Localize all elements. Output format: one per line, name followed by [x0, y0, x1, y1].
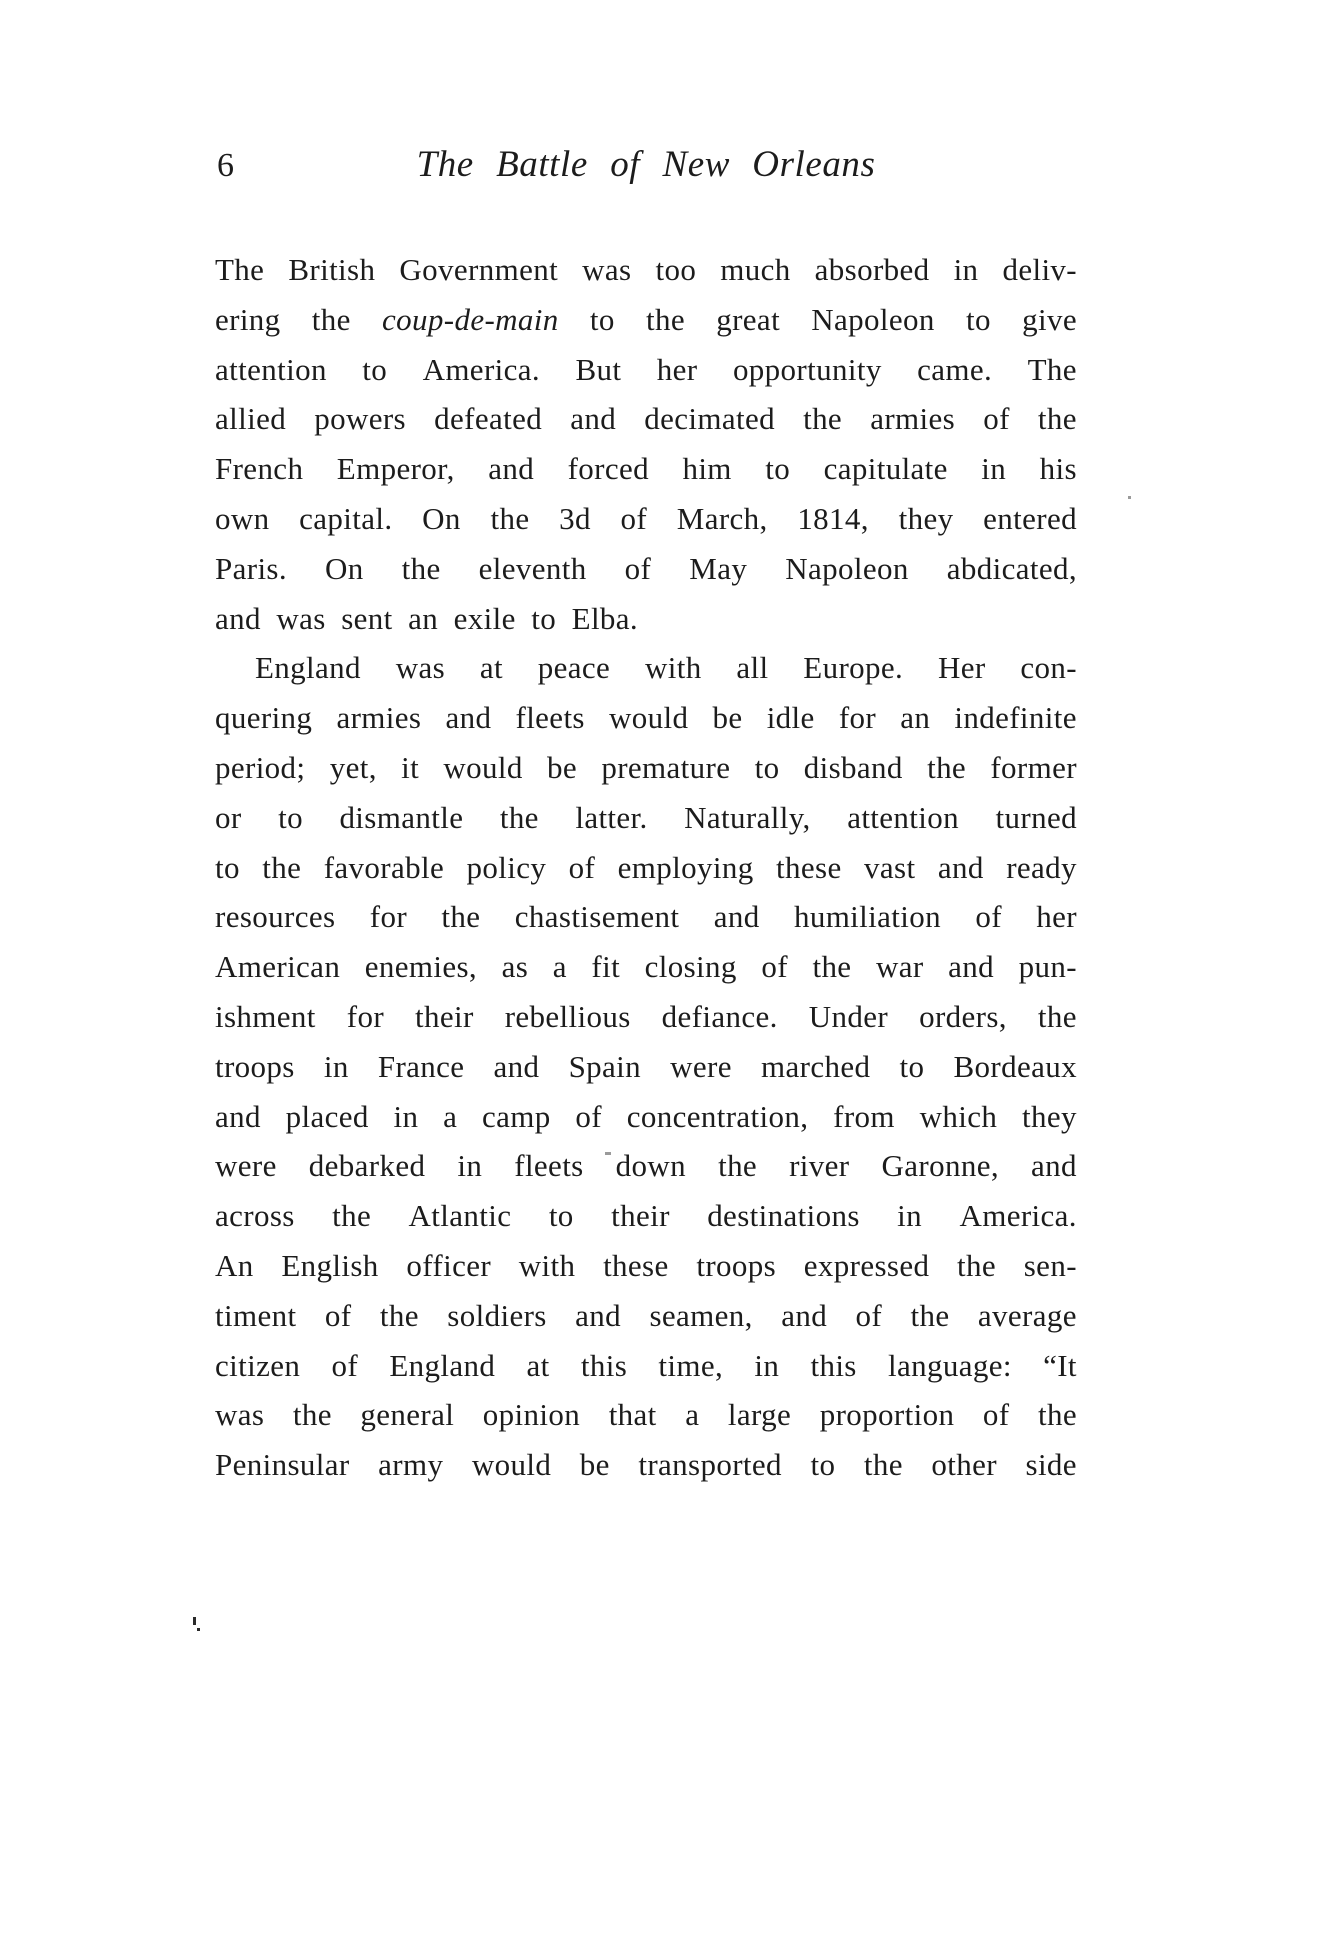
word: Emperor, — [336, 451, 455, 487]
word: disband — [803, 749, 903, 785]
word: at — [526, 1347, 550, 1383]
word: proportion — [819, 1397, 955, 1433]
word: his — [1039, 451, 1077, 487]
word: it — [401, 749, 420, 785]
word: that — [608, 1397, 657, 1433]
word: to — [531, 600, 557, 636]
word: The — [1027, 351, 1077, 387]
text-line — [215, 444, 1077, 494]
word: these — [776, 849, 842, 885]
word: and — [488, 451, 535, 487]
word: period; — [215, 749, 306, 785]
word: America. — [959, 1198, 1077, 1234]
word: an — [900, 700, 931, 736]
word: and — [215, 600, 261, 636]
word: Under — [808, 998, 889, 1034]
text-line — [215, 1341, 1077, 1391]
word: him — [682, 451, 732, 487]
word: of — [568, 849, 596, 885]
word: a — [685, 1397, 700, 1433]
word: for — [346, 998, 385, 1034]
word: opinion — [482, 1397, 581, 1433]
word: the — [863, 1447, 903, 1483]
word: armies — [336, 700, 422, 736]
word: yet, — [329, 749, 377, 785]
word: in — [981, 451, 1007, 487]
ink-speck — [605, 1152, 611, 1155]
text-line — [215, 843, 1077, 893]
word: the — [1037, 1397, 1077, 1433]
word: “It — [1043, 1347, 1077, 1383]
word: Garonne, — [881, 1148, 999, 1184]
word: humiliation — [793, 899, 941, 935]
word: in — [457, 1148, 483, 1184]
text-line — [215, 295, 1077, 345]
word: the — [379, 1297, 419, 1333]
word: their — [611, 1198, 670, 1234]
word: the — [490, 500, 530, 536]
word: to — [362, 351, 388, 387]
word: the — [441, 899, 481, 935]
word: resources — [215, 899, 336, 935]
word: capital. — [299, 500, 393, 536]
word: March, — [676, 500, 768, 536]
word: give — [1022, 301, 1077, 337]
word: and — [948, 949, 995, 985]
word: to — [899, 1048, 925, 1084]
word: the — [292, 1397, 332, 1433]
word: Elba. — [571, 600, 639, 636]
word: general — [360, 1397, 455, 1433]
word: own — [215, 500, 270, 536]
ink-speck — [193, 1617, 196, 1625]
text-line — [215, 992, 1077, 1042]
word: to — [548, 1198, 574, 1234]
word: to — [810, 1447, 836, 1483]
word: and — [713, 899, 760, 935]
word: quering — [215, 700, 313, 736]
word: Atlantic — [408, 1198, 512, 1234]
ink-speck — [197, 1628, 200, 1631]
text-line — [215, 693, 1077, 743]
word: would — [443, 749, 523, 785]
word: camp — [482, 1098, 551, 1134]
word: Government — [399, 252, 559, 287]
text-line — [215, 1042, 1077, 1092]
word: was — [215, 1397, 265, 1433]
word: concentration, — [626, 1098, 809, 1134]
word: fleets — [514, 1148, 584, 1184]
word: capitulate — [823, 451, 948, 487]
word: of — [975, 899, 1002, 935]
word: they — [898, 500, 954, 536]
word: to — [278, 799, 303, 835]
word: On — [422, 500, 461, 536]
word: But — [575, 351, 622, 387]
body-text — [215, 245, 1077, 1490]
word: timent — [215, 1297, 297, 1333]
word: transported — [638, 1447, 782, 1483]
word: from — [833, 1098, 895, 1134]
word: the — [812, 949, 852, 985]
word: troops — [696, 1247, 777, 1283]
word: to — [754, 749, 780, 785]
text-line — [215, 643, 1077, 693]
word: all — [736, 650, 769, 686]
word: average — [977, 1297, 1077, 1333]
word: Paris. — [215, 550, 287, 586]
word: down — [615, 1148, 687, 1184]
word: the — [957, 1247, 997, 1283]
word: destinations — [707, 1198, 860, 1234]
word: and — [570, 401, 617, 437]
word: enemies, — [364, 949, 478, 985]
word: deliv- — [1002, 252, 1077, 287]
word: idle — [766, 700, 815, 736]
word: and — [493, 1048, 540, 1084]
word: of — [620, 500, 648, 536]
word: chastisement — [514, 899, 680, 935]
word: citizen — [215, 1347, 301, 1383]
word: fleets — [515, 700, 585, 736]
word: expressed — [803, 1247, 930, 1283]
word: an — [408, 600, 439, 636]
word: entered — [983, 500, 1077, 536]
word: forced — [567, 451, 649, 487]
word: policy — [466, 849, 547, 885]
word: vast — [864, 849, 916, 885]
word: placed — [285, 1098, 369, 1134]
word: of — [624, 550, 652, 586]
page-title: The Battle of New Orleans — [416, 144, 876, 185]
word: France — [377, 1048, 465, 1084]
word: America. — [422, 351, 541, 387]
word: large — [727, 1397, 792, 1433]
word: and — [1031, 1148, 1077, 1184]
word: former — [990, 749, 1077, 785]
word: fit — [591, 949, 621, 985]
word: or — [215, 799, 242, 835]
word: to — [765, 451, 791, 487]
word: in — [323, 1048, 349, 1084]
word: allied — [215, 401, 287, 437]
word: The — [215, 252, 265, 287]
word: American — [215, 949, 341, 985]
word: England — [389, 1347, 496, 1383]
word: and — [781, 1297, 828, 1333]
word: On — [325, 550, 364, 586]
word: their — [415, 998, 474, 1034]
word: 1814, — [797, 500, 869, 536]
word: great — [716, 301, 781, 337]
word: too — [655, 252, 697, 287]
word: attention — [215, 351, 327, 387]
word: An — [215, 1247, 254, 1283]
word: was — [395, 650, 446, 686]
word: other — [931, 1447, 997, 1483]
word: coup-de-main — [382, 301, 559, 337]
word: the — [803, 401, 843, 437]
word: exile — [453, 600, 516, 636]
word: and — [445, 700, 492, 736]
word: the — [646, 301, 685, 337]
word: river — [789, 1148, 850, 1184]
word: war — [876, 949, 924, 985]
word: turned — [995, 799, 1077, 835]
word: at — [479, 650, 503, 686]
word: officer — [406, 1247, 492, 1283]
word: would — [471, 1447, 552, 1483]
word: the — [910, 1297, 950, 1333]
word: and — [215, 1098, 261, 1134]
word: in — [953, 252, 979, 287]
word: orders, — [919, 998, 1007, 1034]
word: 3d — [559, 500, 591, 536]
word: eleventh — [478, 550, 587, 586]
word: of — [855, 1297, 883, 1333]
word: peace — [537, 650, 611, 686]
word: decimated — [644, 401, 775, 437]
word: to — [966, 301, 991, 337]
text-line — [215, 1141, 1077, 1191]
word: Europe. — [803, 650, 904, 686]
word: armies — [870, 401, 956, 437]
word: in — [897, 1198, 923, 1234]
word: ready — [1006, 849, 1077, 885]
word: these — [603, 1247, 669, 1283]
word: ering — [215, 301, 281, 337]
word: employing — [617, 849, 754, 885]
word: British — [288, 252, 376, 287]
word: soldiers — [447, 1297, 547, 1333]
ink-speck — [1128, 496, 1131, 499]
page-number: 6 — [217, 147, 235, 184]
word: with — [518, 1247, 576, 1283]
word: indefinite — [954, 700, 1077, 736]
word: May — [689, 550, 748, 586]
word: Naturally, — [684, 799, 811, 835]
word: debarked — [308, 1148, 426, 1184]
word: Napoleon — [811, 301, 935, 337]
word: defiance. — [661, 998, 778, 1034]
word: and — [575, 1297, 622, 1333]
word: dismantle — [339, 799, 464, 835]
word: Napoleon — [785, 550, 909, 586]
text-line — [215, 1092, 1077, 1142]
word: pun- — [1018, 949, 1077, 985]
word: came. — [917, 351, 993, 387]
text-line — [215, 1291, 1077, 1341]
text-line — [215, 494, 1077, 544]
word: Her — [937, 650, 986, 686]
word: of — [982, 1397, 1010, 1433]
word: abdicated, — [946, 550, 1077, 586]
word: the — [262, 849, 302, 885]
word: army — [378, 1447, 444, 1483]
word: Bordeaux — [953, 1048, 1077, 1084]
word: this — [580, 1347, 628, 1383]
text-line — [215, 245, 1077, 295]
word: latter. — [575, 799, 648, 835]
word: troops — [215, 1048, 295, 1084]
word: be — [712, 700, 743, 736]
word: the — [401, 550, 441, 586]
word: of — [331, 1347, 359, 1383]
word: for — [369, 899, 408, 935]
word: absorbed — [814, 252, 930, 287]
text-line — [215, 1390, 1077, 1440]
word: was — [582, 252, 632, 287]
word: premature — [601, 749, 731, 785]
word: defeated — [434, 401, 543, 437]
text-line — [215, 345, 1077, 395]
word: the — [499, 799, 539, 835]
text-line — [215, 942, 1077, 992]
text-line — [215, 594, 1077, 644]
word: the — [332, 1198, 372, 1234]
word: of — [324, 1297, 352, 1333]
text-line — [215, 544, 1077, 594]
word: English — [281, 1247, 379, 1283]
word: across — [215, 1198, 295, 1234]
word: the — [311, 301, 351, 337]
word: the — [1037, 998, 1077, 1034]
word: ishment — [215, 998, 316, 1034]
word: sent — [341, 600, 393, 636]
word: would — [609, 700, 689, 736]
word: a — [443, 1098, 458, 1134]
text-line — [215, 1191, 1077, 1241]
text-line — [215, 793, 1077, 843]
word: sen- — [1023, 1247, 1077, 1283]
word: in — [754, 1347, 780, 1383]
word: time, — [658, 1347, 724, 1383]
page-header — [215, 143, 1077, 195]
word: the — [927, 749, 967, 785]
word: to — [215, 849, 240, 885]
word: to — [589, 301, 615, 337]
word: opportunity — [732, 351, 882, 387]
word: were — [670, 1048, 732, 1084]
word: attention — [847, 799, 960, 835]
word: of — [761, 949, 788, 985]
word: a — [552, 949, 567, 985]
word: con- — [1020, 650, 1077, 686]
word: of — [575, 1098, 602, 1134]
word: her — [1036, 899, 1077, 935]
word: for — [838, 700, 877, 736]
word: rebellious — [504, 998, 631, 1034]
word: seamen, — [649, 1297, 753, 1333]
word: powers — [314, 401, 406, 437]
word: language: — [888, 1347, 1012, 1383]
text-line — [215, 743, 1077, 793]
word: be — [579, 1447, 610, 1483]
word: this — [810, 1347, 857, 1383]
word: much — [720, 252, 791, 287]
word: they — [1022, 1098, 1077, 1134]
word: and — [937, 849, 984, 885]
word: was — [276, 600, 326, 636]
text-line — [215, 1440, 1077, 1490]
word: of — [983, 401, 1010, 437]
text-line — [215, 892, 1077, 942]
word: were — [215, 1148, 277, 1184]
word: the — [1037, 401, 1077, 437]
word: in — [393, 1098, 419, 1134]
word: Peninsular — [215, 1447, 350, 1483]
word: favorable — [323, 849, 445, 885]
word: England — [255, 650, 361, 686]
word: side — [1025, 1447, 1077, 1483]
text-line — [215, 1241, 1077, 1291]
word: which — [919, 1098, 998, 1134]
word: with — [644, 650, 702, 686]
word: be — [547, 749, 578, 785]
word: as — [501, 949, 529, 985]
word: Spain — [568, 1048, 642, 1084]
text-line — [215, 394, 1077, 444]
word: closing — [644, 949, 737, 985]
word: marched — [761, 1048, 871, 1084]
word: French — [215, 451, 304, 487]
word: her — [656, 351, 698, 387]
word: the — [718, 1148, 758, 1184]
